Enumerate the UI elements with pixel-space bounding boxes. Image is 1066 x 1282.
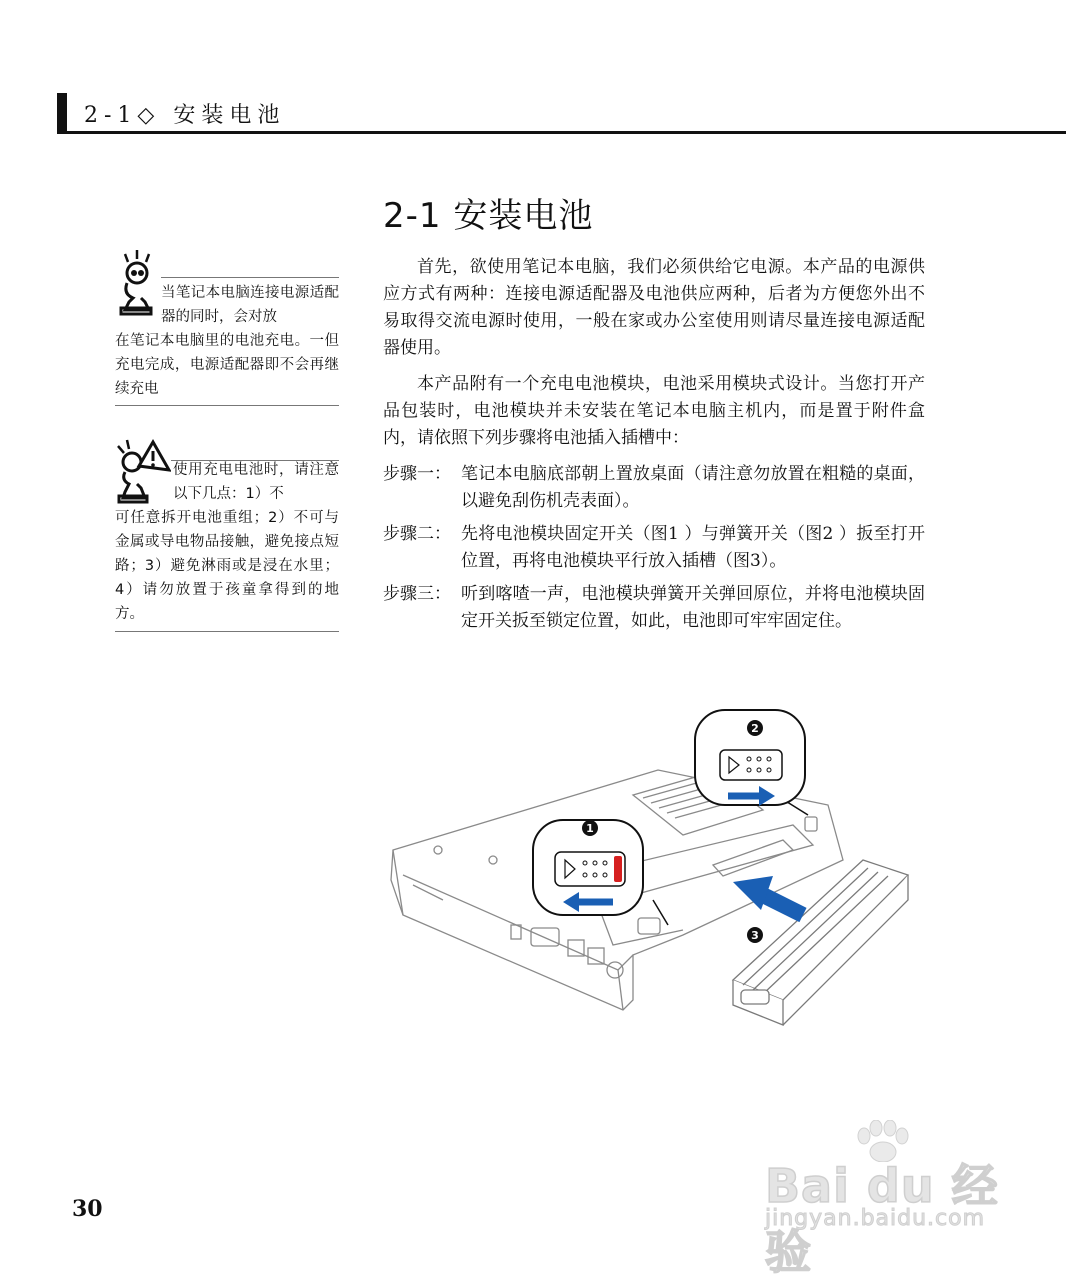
- paragraph: 本产品附有一个充电电池模块，电池采用模块式设计。当您打开产品包装时，电池模块并未安装在笔记本电脑主机内，而是置于附件盒内，请依照下列步骤将电池插入插槽中：: [383, 374, 925, 448]
- step-text: 先将电池模块固定开关（图1 ）与弹簧开关（图2 ）扳至打开位置，再将电池模块平行放入插槽（图3）。: [461, 524, 925, 571]
- note-first-lines: 使用充电电池时，请注意以下几点：1）不: [173, 462, 339, 502]
- note-rule: [115, 631, 339, 632]
- step-item: [383, 581, 925, 635]
- header-bar: [57, 93, 67, 133]
- callout-1-label: 1: [586, 822, 594, 835]
- tip-note: [115, 250, 339, 406]
- page-number: 30: [72, 1196, 103, 1222]
- callout-2-label: 2: [751, 722, 759, 735]
- step-text: 听到喀喳一声，电池模块弹簧开关弹回原位，并将电池模块固定开关扳至锁定位置，如此，电池即可牢牢固定住。: [461, 584, 925, 631]
- section-header: 2-1◇ 安装电池: [84, 103, 286, 128]
- callout-3-label: 3: [751, 929, 759, 942]
- note-first-lines: 当笔记本电脑连接电源适配器的同时，会对放: [161, 285, 339, 325]
- step-text: 笔记本电脑底部朝上置放桌面（请注意勿放置在粗糙的桌面，以避免刮伤机壳表面）。: [461, 464, 925, 511]
- page-title: 2-1 安装电池: [383, 196, 594, 236]
- step-item: [383, 461, 925, 515]
- battery-install-illustration: [383, 700, 928, 1040]
- note-rule: [115, 405, 339, 406]
- note-text: 可任意拆开电池重组；2）不可与金属或导电物品接触，避免接点短路；3）避免淋雨或是浸在水里；4）请勿放置于孩童拿得到的地方。: [115, 510, 339, 622]
- body-text: [383, 254, 925, 641]
- latch-zoom-2: [695, 710, 808, 815]
- header-rule: [57, 131, 1066, 134]
- note-rule: [161, 277, 339, 278]
- latch-zoom-1: [533, 820, 668, 925]
- watermark-brand: Bai du 经验: [765, 1159, 999, 1279]
- paragraph: 首先，欲使用笔记本电脑，我们必须供给它电源。本产品的电源供应方式有两种：连接电源适配器及电池供应两种，后者为方便您外出不易取得交流电源时使用，一般在家或办公室使用则请尽量连接电源适配器使用。: [383, 257, 925, 358]
- watermark-url: jingyan.baidu.com: [765, 1206, 986, 1231]
- baidu-watermark: [760, 1120, 1010, 1279]
- step-label: 步骤一：: [383, 464, 451, 484]
- step-label: 步骤三：: [383, 584, 451, 604]
- warning-note: [115, 438, 339, 632]
- note-text: 在笔记本电脑里的电池充电。一但充电完成，电源适配器即不会再继续充电: [115, 333, 339, 397]
- step-label: 步骤二：: [383, 524, 451, 544]
- step-item: [383, 521, 925, 575]
